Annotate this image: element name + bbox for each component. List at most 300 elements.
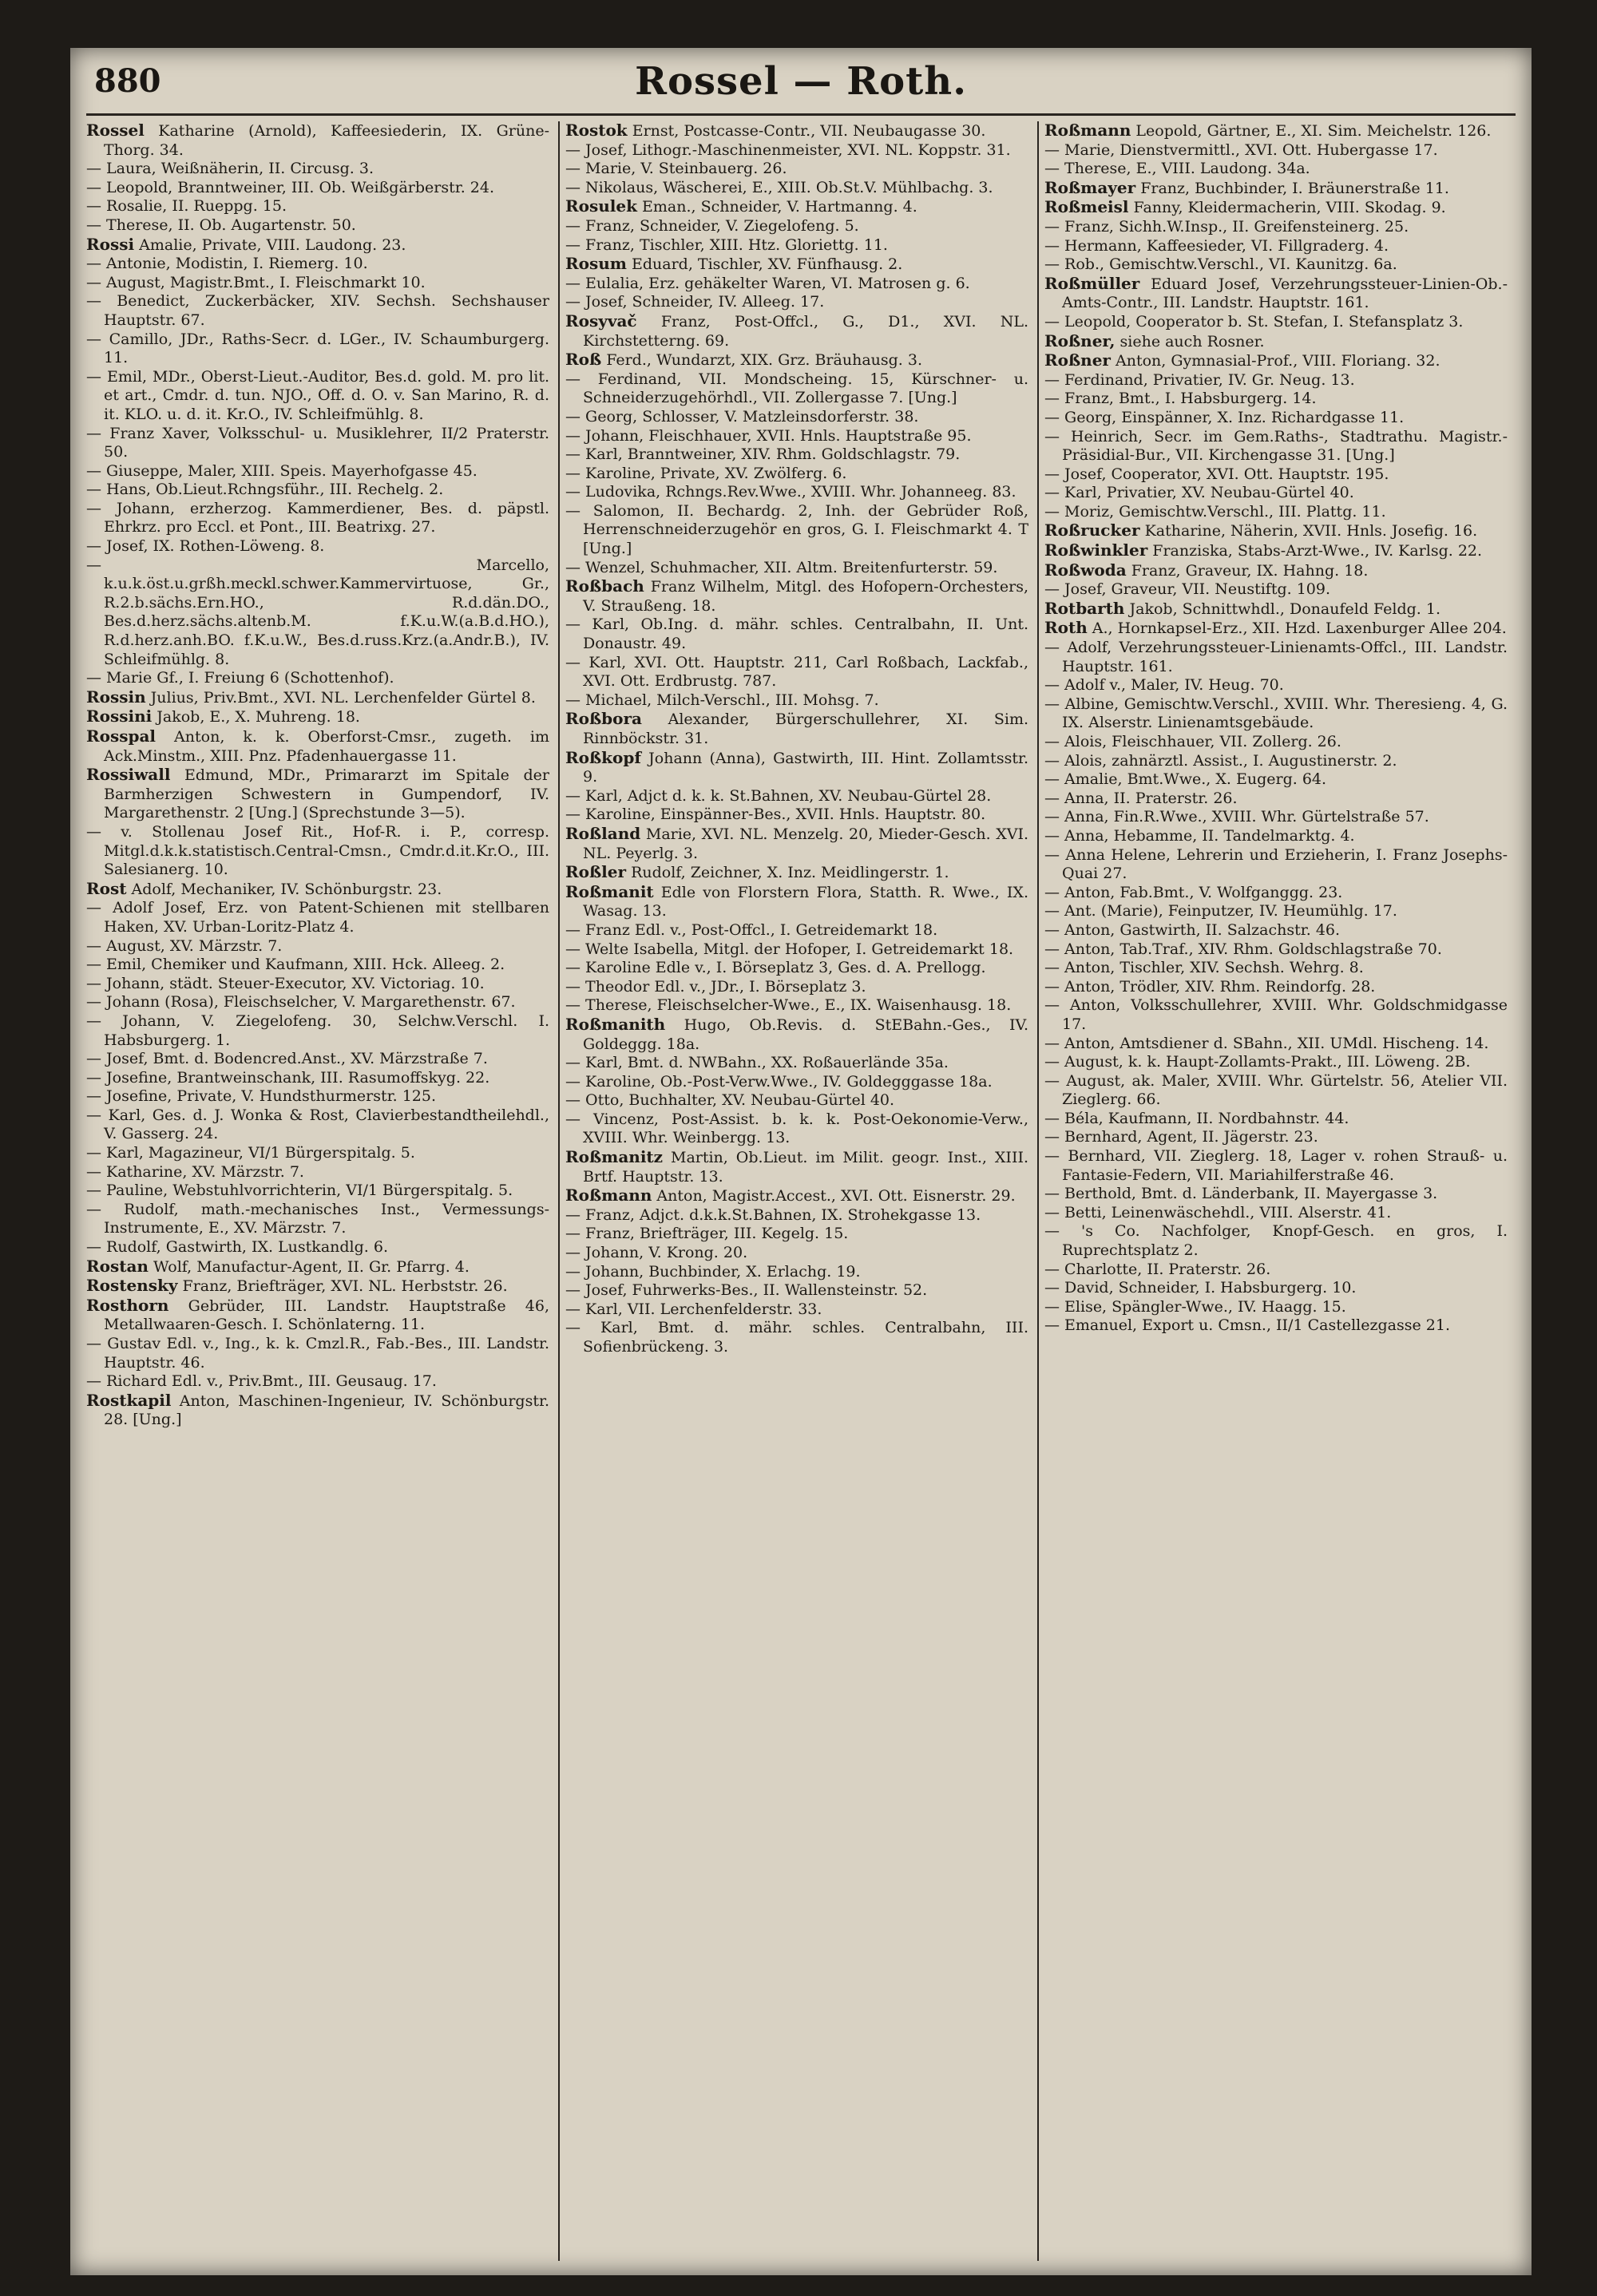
entry-surname: Roßmann: [565, 1186, 652, 1205]
directory-entry: [86, 1182, 549, 1201]
directory-entry: [86, 331, 549, 368]
directory-entry: [86, 500, 549, 537]
entry-details: — Elise, Spängler-Wwe., IV. Haagg. 15.: [1044, 1297, 1346, 1316]
directory-entry: [1044, 770, 1508, 790]
running-head: Rossel — Roth.: [635, 59, 967, 104]
directory-entry: [565, 236, 1028, 255]
directory-entry: [565, 312, 1028, 350]
entry-details: — Ferdinand, Privatier, IV. Gr. Neug. 13.: [1044, 370, 1355, 389]
entry-details: — August, k. k. Haupt-Zollamts-Prakt., III. Löweng. 2B.: [1044, 1053, 1471, 1071]
entry-details: Eman., Schneider, V. Hartmanng. 4.: [642, 198, 917, 216]
directory-entry: [565, 616, 1028, 653]
column-divider: [1037, 121, 1039, 2261]
entry-details: — Otto, Buchhalter, XV. Neubau-Gürtel 40.: [565, 1091, 895, 1110]
entry-details: — Bernhard, VII. Zieglerg. 18, Lager v. rohen Strauß- u. Fantasie-Federn, VII. Mariahilferstraße 46.: [1044, 1147, 1508, 1184]
entry-details: Katharine, Näherin, XVII. Hnls. Josefig. 16.: [1144, 522, 1478, 540]
directory-entry: [1044, 790, 1508, 809]
directory-entry: [1044, 141, 1508, 160]
entry-details: — Amalie, Bmt.Wwe., X. Eugerg. 64.: [1044, 770, 1327, 789]
entry-details: Fanny, Kleidermacherin, VIII. Skodag. 9.: [1133, 199, 1446, 217]
entry-surname: Rostan: [86, 1256, 149, 1276]
entry-details: — v. Stollenau Josef Rit., Hof-R. i. P., corresp. Mitgl.d.k.k.statistisch.Central-Cmsn., Cmdr.d.it.Kr.O., III. Salesianerg. 10.: [86, 822, 549, 879]
entry-details: — Anton, Gastwirth, II. Salzachstr. 46.: [1044, 920, 1341, 939]
entry-details: — Franz, Briefträger, III. Kegelg. 15.: [565, 1225, 849, 1243]
directory-entry: [565, 350, 1028, 370]
directory-entry: [565, 710, 1028, 748]
entry-surname: Roßbach: [565, 576, 644, 596]
entry-details: — Johann, erzherzog. Kammerdiener, Bes. d. päpstl. Ehrkrz. pro Eccl. et Pont., III. Beatrixg. 27.: [86, 499, 549, 536]
directory-entry: [565, 197, 1028, 217]
entry-surname: Rostok: [565, 121, 628, 140]
entry-details: Franz, Briefträger, XVI. NL. Herbststr. 26.: [182, 1277, 508, 1296]
directory-entry: [86, 1050, 549, 1069]
directory-entry: [1044, 752, 1508, 771]
entry-details: Franz, Post-Offcl., G., D1., XVI. NL. Kirchstetterng. 69.: [583, 312, 1028, 350]
entry-details: — Johann, V. Krong. 20.: [565, 1244, 748, 1262]
directory-entry: [565, 179, 1028, 198]
entry-details: — Johann, Buchbinder, X. Erlachg. 19.: [565, 1262, 861, 1281]
entry-details: — Berthold, Bmt. d. Länderbank, II. Mayergasse 3.: [1044, 1185, 1438, 1203]
entry-details: — Charlotte, II. Praterstr. 26.: [1044, 1260, 1271, 1278]
entry-details: — Karoline, Ob.-Post-Verw.Wwe., IV. Goldegggasse 18a.: [565, 1072, 993, 1091]
entry-surname: Rossiwall: [86, 765, 171, 785]
entry-details: — Antonie, Modistin, I. Riemerg. 10.: [86, 255, 368, 273]
directory-entry: [1044, 1035, 1508, 1054]
entry-details: Amalie, Private, VIII. Laudong. 23.: [139, 236, 406, 254]
directory-entry: [1044, 827, 1508, 846]
entry-details: — Leopold, Branntweiner, III. Ob. Weißgärberstr. 24.: [86, 178, 495, 196]
directory-entry: [1044, 1261, 1508, 1280]
directory-entry: [1044, 978, 1508, 997]
entry-details: — Therese, II. Ob. Augartenstr. 50.: [86, 216, 356, 234]
entry-details: — Gustav Edl. v., Ing., k. k. Cmzl.R., Fab.-Bes., III. Landstr. Hauptstr. 46.: [86, 1335, 549, 1372]
entry-details: — Josef, Schneider, IV. Alleeg. 17.: [565, 293, 825, 311]
directory-entry: [565, 465, 1028, 484]
directory-entry: [86, 727, 549, 766]
entry-details: Edmund, MDr., Primararzt im Spitale der Barmherzigen Schwestern in Gumpendorf, IV. Margarethenstr. 2 [Ung.] (Sprechstunde 3—5).: [104, 766, 549, 822]
entry-details: Edle von Florstern Flora, Statth. R. Wwe., IX. Wasag. 13.: [583, 883, 1028, 920]
directory-entry: [86, 669, 549, 688]
directory-entry: [1044, 600, 1508, 620]
entry-details: Marie, XVI. NL. Menzelg. 20, Mieder-Gesch. XVI. NL. Peyerlg. 3.: [583, 825, 1028, 862]
directory-entry: [565, 825, 1028, 863]
page-number: 880: [94, 62, 161, 100]
page-header: [86, 56, 1516, 112]
directory-entry: [1044, 160, 1508, 179]
directory-entry: [1044, 1298, 1508, 1317]
entry-surname: Rosulek: [565, 196, 637, 216]
directory-entry: [86, 292, 549, 330]
directory-entry: [565, 749, 1028, 787]
entry-details: — Franz, Tischler, XIII. Htz. Gloriettg. 11.: [565, 236, 888, 254]
entry-surname: Rosthorn: [86, 1295, 169, 1315]
directory-entry: [86, 899, 549, 936]
directory-entry: [1044, 695, 1508, 733]
entry-details: — Anna, Fin.R.Wwe., XVIII. Whr. Gürtelstraße 57.: [1044, 808, 1429, 826]
entry-details: — Josefine, Brantweinschank, III. Rasumoffskyg. 22.: [86, 1068, 490, 1087]
directory-entry: [565, 445, 1028, 465]
directory-entry: [86, 368, 549, 425]
directory-entry: [1044, 959, 1508, 978]
entry-details: — Emil, Chemiker und Kaufmann, XIII. Hck. Alleeg. 2.: [86, 956, 505, 974]
entry-details: — Ludovika, Rchngs.Rev.Wwe., XVIII. Whr. Johanneeg. 83.: [565, 483, 1016, 501]
entry-details: — Franz, Sichh.W.Insp., II. Greifensteinerg. 25.: [1044, 217, 1409, 236]
directory-entry: [565, 1073, 1028, 1092]
entry-details: — Alois, Fleischhauer, VII. Zollerg. 26.: [1044, 733, 1341, 750]
entry-details: — Karl, Magazineur, VI/1 Bürgerspitalg. 5.: [86, 1144, 415, 1162]
entry-surname: Roßmanit: [565, 881, 654, 901]
directory-entry: [86, 1372, 549, 1391]
entry-details: — August, XV. Märzstr. 7.: [86, 936, 283, 955]
directory-entry: [1044, 313, 1508, 332]
entry-details: — Camillo, JDr., Raths-Secr. d. LGer., IV. Schaumburgerg. 11.: [86, 330, 549, 367]
entry-surname: Rosum: [565, 254, 627, 274]
directory-entry: [86, 462, 549, 481]
directory-entry: [1044, 1072, 1508, 1110]
entry-details: — Rudolf, math.-mechanisches Inst., Vermessungs-Instrumente, E., XV. Märzstr. 7.: [86, 1200, 549, 1237]
directory-entry: [86, 1335, 549, 1372]
directory-entry: [1044, 1204, 1508, 1223]
entry-details: — Georg, Schlosser, V. Matzleinsdorferstr. 38.: [565, 407, 919, 426]
entry-details: siehe auch Rosner.: [1119, 332, 1265, 350]
entry-details: — Anna Helene, Lehrerin und Erzieherin, I. Franz Josephs-Quai 27.: [1044, 845, 1508, 883]
entry-surname: Roßbora: [565, 709, 642, 729]
directory-entry: [565, 1244, 1028, 1263]
directory-entry: [1044, 1222, 1508, 1260]
directory-entry: [86, 1106, 549, 1144]
header-rule: [86, 113, 1516, 116]
directory-entry: [1044, 1185, 1508, 1204]
entry-details: Adolf, Mechaniker, IV. Schönburgstr. 23.: [131, 880, 442, 898]
entry-details: — 's Co. Nachfolger, Knopf-Gesch. en gros, I. Ruprechtsplatz 2.: [1044, 1222, 1508, 1260]
entry-details: — Josef, Graveur, VII. Neustiftg. 109.: [1044, 580, 1330, 599]
entry-details: — Johann, städt. Steuer-Executor, XV. Victoriag. 10.: [86, 974, 485, 992]
directory-entry: [565, 1263, 1028, 1282]
entry-details: — Marcello, k.u.k.öst.u.grßh.meckl.schwer.Kammervirtuose, Gr., R.2.b.sächs.Ern.HO., R.d.dän.DO., Bes.d.herz.sächs.altenb.M. f.K.u.W.(a.B.d.HO.), R.d.herz.anh.BO. f.K.u.W., Bes.d.russ.Krz.(a.Andr.B.), IV. Schleifmühlg. 8.: [86, 556, 549, 668]
entry-details: — Johann, Fleischhauer, XVII. Hnls. Hauptstraße 95.: [565, 426, 972, 445]
directory-columns: [86, 121, 1516, 2261]
entry-details: — Adolf v., Maler, IV. Heug. 70.: [1044, 676, 1284, 695]
entry-details: Ferd., Wundarzt, XIX. Grz. Bräuhausg. 3.: [606, 351, 923, 370]
directory-entry: [1044, 198, 1508, 218]
entry-details: Leopold, Gärtner, E., XI. Sim. Meichelstr. 126.: [1135, 122, 1492, 140]
directory-entry: [565, 996, 1028, 1015]
entry-details: — Heinrich, Secr. im Gem.Raths-, Stadtrathu. Magistr.-Präsidial-Bur., VII. Kirchengasse 31. [Ung.]: [1044, 427, 1508, 465]
directory-entry: [1044, 1053, 1508, 1072]
entry-details: — Karl, Adjct d. k. k. St.Bahnen, XV. Neubau-Gürtel 28.: [565, 786, 992, 805]
entry-details: — Franz, Bmt., I. Habsburgerg. 14.: [1044, 390, 1317, 408]
entry-details: — Karl, XVI. Ott. Hauptstr. 211, Carl Roßbach, Lackfab., XVI. Ott. Erdbrustg. 787.: [565, 653, 1028, 691]
directory-entry: [86, 1087, 549, 1106]
directory-entry: [86, 1257, 549, 1277]
entry-surname: Roßwinkler: [1044, 540, 1148, 560]
entry-surname: Roth: [1044, 618, 1088, 638]
entry-details: — Josef, Lithogr.-Maschinenmeister, XVI. NL. Koppstr. 31.: [565, 141, 1011, 159]
directory-entry: [565, 370, 1028, 408]
entry-details: A., Hornkapsel-Erz., XII. Hzd. Laxenburger Allee 204.: [1092, 620, 1507, 638]
entry-details: — Anton, Amtsdiener d. SBahn., XII. UMdl. Hischeng. 14.: [1044, 1034, 1489, 1052]
directory-entry: [565, 160, 1028, 179]
entry-details: Gebrüder, III. Landstr. Hauptstraße 46, Metallwaaren-Gesch. I. Schönlaterng. 11.: [104, 1296, 549, 1334]
entry-details: — Karl, VII. Lerchenfelderstr. 33.: [565, 1300, 822, 1318]
entry-details: Franz, Buchbinder, I. Bräunerstraße 11.: [1140, 179, 1449, 197]
directory-entry: [1044, 121, 1508, 141]
entry-details: — Emanuel, Export u. Cmsn., II/1 Castellezgasse 21.: [1044, 1316, 1450, 1335]
entry-details: — Karl, Bmt. d. mähr. schles. Centralbahn, III. Sofienbrückeng. 3.: [565, 1319, 1028, 1356]
entry-details: — Karl, Ob.Ing. d. mähr. schles. Centralbahn, II. Unt. Donaustr. 49.: [565, 616, 1028, 653]
directory-entry: [86, 975, 549, 994]
entry-surname: Roßner,: [1044, 331, 1116, 350]
directory-entry: [565, 577, 1028, 616]
entry-details: — Josef, Bmt. d. Bodencred.Anst., XV. Märzstraße 7.: [86, 1050, 488, 1068]
entry-details: Anton, Magistr.Accest., XVI. Ott. Eisnerstr. 29.: [656, 1187, 1016, 1205]
entry-details: — August, ak. Maler, XVIII. Whr. Gürtelstr. 56, Atelier VII. Zieglerg. 66.: [1044, 1071, 1508, 1109]
entry-details: — Anton, Fab.Bmt., V. Wolfganggg. 23.: [1044, 883, 1343, 901]
entry-surname: Roßmanitz: [565, 1147, 664, 1167]
directory-entry: [565, 293, 1028, 312]
directory-entry: [1044, 940, 1508, 960]
entry-details: — Rudolf, Gastwirth, IX. Lustkandlg. 6.: [86, 1238, 388, 1257]
entry-details: Alexander, Bürgerschullehrer, XI. Sim. Rinnböckstr. 31.: [583, 711, 1028, 747]
entry-surname: Roßkopf: [565, 747, 641, 767]
directory-entry: [565, 1319, 1028, 1356]
entry-surname: Roßmeisl: [1044, 197, 1129, 217]
entry-details: — Marie, Dienstvermittl., XVI. Ott. Hubergasse 17.: [1044, 141, 1438, 159]
directory-entry: [86, 197, 549, 216]
entry-details: — Karl, Ges. d. J. Wonka & Rost, Clavierbestandtheilehdl., V. Gasserg. 24.: [86, 1106, 549, 1143]
entry-details: — Georg, Einspänner, X. Inz. Richardgasse 11.: [1044, 408, 1405, 426]
directory-entry: [86, 255, 549, 274]
entry-details: — Franz Edl. v., Post-Offcl., I. Getreidemarkt 18.: [565, 920, 938, 939]
directory-entry: [565, 1015, 1028, 1054]
entry-details: — Vincenz, Post-Assist. b. k. k. Post-Oekonomie-Verw., XVIII. Whr. Weinbergg. 13.: [565, 1110, 1028, 1147]
entry-details: — David, Schneider, I. Habsburgerg. 10.: [1044, 1279, 1357, 1297]
entry-surname: Rotbarth: [1044, 598, 1125, 618]
directory-entry: [565, 217, 1028, 236]
directory-entry: [565, 1148, 1028, 1186]
entry-details: — Anton, Tischler, XIV. Sechsh. Wehrg. 8.: [1044, 959, 1364, 977]
directory-entry: [86, 937, 549, 956]
directory-entry: [86, 537, 549, 556]
entry-details: — Welte Isabella, Mitgl. der Hofoper, I. Getreidemarkt 18.: [565, 940, 1014, 958]
entry-details: — Rob., Gemischtw.Verschl., VI. Kaunitzg. 6a.: [1044, 255, 1397, 274]
entry-details: Johann (Anna), Gastwirth, III. Hint. Zollamtsstr. 9.: [583, 749, 1028, 786]
entry-details: — Karoline, Einspänner-Bes., XVII. Hnls. Hauptstr. 80.: [565, 806, 986, 824]
entry-details: — Rosalie, II. Rueppg. 15.: [86, 197, 287, 216]
entry-details: — Salomon, II. Bechardg. 2, Inh. der Gebrüder Roß, Herrenschneiderzugehör en gros, G. I. Fleischmarkt 4. T [Ung.]: [565, 501, 1028, 558]
directory-entry: [1044, 521, 1508, 541]
entry-details: — Josefine, Private, V. Hundsthurmerstr. 125.: [86, 1087, 437, 1106]
directory-entry: [1044, 580, 1508, 600]
directory-entry: [86, 1391, 549, 1430]
directory-entry: [86, 707, 549, 727]
entry-surname: Rossini: [86, 707, 153, 726]
directory-entry: [565, 255, 1028, 275]
entry-details: — Eulalia, Erz. gehäkelter Waren, VI. Matrosen g. 6.: [565, 274, 970, 292]
entry-details: — Anton, Trödler, XIV. Rhm. Reindorfg. 28.: [1044, 977, 1376, 996]
entry-details: — Karoline, Private, XV. Zwölferg. 6.: [565, 464, 847, 482]
directory-entry: [1044, 465, 1508, 485]
directory-entry: [565, 863, 1028, 883]
directory-entry: [1044, 1147, 1508, 1185]
entry-details: — Adolf, Verzehrungssteuer-Linienamts-Offcl., III. Landstr. Hauptstr. 161.: [1044, 639, 1508, 675]
column-2: [565, 121, 1028, 2261]
entry-details: — Leopold, Cooperator b. St. Stefan, I. Stefansplatz 3.: [1044, 312, 1464, 331]
directory-entry: [565, 1186, 1028, 1206]
directory-entry: [1044, 275, 1508, 313]
entry-details: — Béla, Kaufmann, II. Nordbahnstr. 44.: [1044, 1109, 1349, 1127]
entry-details: — Anton, Volksschullehrer, XVIII. Whr. Goldschmidgasse 17.: [1044, 996, 1508, 1033]
directory-entry: [565, 654, 1028, 691]
entry-details: — Anna, II. Praterstr. 26.: [1044, 789, 1238, 807]
entry-details: — Nikolaus, Wäscherei, E., XIII. Ob.St.V. Mühlbachg. 3.: [565, 178, 993, 196]
entry-surname: Roßner: [1044, 350, 1111, 370]
entry-details: Jakob, E., X. Muhreng. 18.: [157, 708, 360, 726]
entry-details: — Therese, E., VIII. Laudong. 34a.: [1044, 160, 1310, 178]
directory-entry: [1044, 179, 1508, 199]
directory-entry: [1044, 921, 1508, 940]
directory-entry: [565, 959, 1028, 978]
directory-entry: [86, 160, 549, 179]
entry-details: Rudolf, Zeichner, X. Inz. Meidlingerstr. 1.: [631, 864, 949, 882]
entry-details: — August, Magistr.Bmt., I. Fleischmarkt 10.: [86, 273, 426, 291]
directory-entry: [1044, 808, 1508, 827]
entry-details: — Moriz, Gemischtw.Verschl., III. Plattg. 11.: [1044, 502, 1386, 521]
entry-details: Katharine (Arnold), Kaffeesiederin, IX. Grüne-Thorg. 34.: [104, 122, 549, 159]
entry-details: — Marie, V. Steinbauerg. 26.: [565, 160, 787, 178]
directory-entry: [86, 1201, 549, 1238]
entry-details: Ernst, Postcasse-Contr., VII. Neubaugasse 30.: [632, 122, 986, 140]
entry-surname: Roßland: [565, 823, 641, 843]
entry-surname: Roßwoda: [1044, 560, 1127, 580]
directory-entry: [565, 1206, 1028, 1225]
entry-surname: Rosspal: [86, 726, 157, 746]
directory-entry: [565, 1110, 1028, 1148]
directory-entry: [565, 883, 1028, 921]
directory-entry: [565, 806, 1028, 825]
directory-entry: [565, 121, 1028, 141]
directory-entry: [565, 940, 1028, 960]
entry-details: — Adolf Josef, Erz. von Patent-Schienen mit stellbaren Haken, XV. Urban-Loritz-Platz 4.: [86, 899, 549, 936]
directory-entry: [1044, 237, 1508, 256]
entry-details: — Josef, IX. Rothen-Löweng. 8.: [86, 537, 325, 556]
directory-entry: [1044, 676, 1508, 695]
directory-entry: [86, 1069, 549, 1088]
directory-entry: [1044, 428, 1508, 465]
entry-details: — Franz Xaver, Volksschul- u. Musiklehrer, II/2 Praterstr. 50.: [86, 424, 549, 461]
entry-surname: Rosyvač: [565, 311, 637, 331]
directory-page: [70, 48, 1532, 2275]
directory-entry: [1044, 619, 1508, 639]
entry-surname: Roßmüller: [1044, 273, 1140, 293]
directory-entry: [1044, 1279, 1508, 1298]
directory-entry: [565, 483, 1028, 502]
directory-entry: [565, 787, 1028, 806]
entry-details: — Bernhard, Agent, II. Jägerstr. 23.: [1044, 1128, 1318, 1146]
directory-entry: [565, 1091, 1028, 1110]
entry-surname: Rostensky: [86, 1276, 178, 1296]
directory-entry: [565, 408, 1028, 427]
entry-details: — Richard Edl. v., Priv.Bmt., III. Geusaug. 17.: [86, 1372, 437, 1391]
directory-entry: [565, 275, 1028, 294]
directory-entry: [86, 1238, 549, 1257]
entry-surname: Rossin: [86, 687, 146, 707]
entry-details: — Karoline Edle v., I. Börseplatz 3, Ges. d. A. Prellogg.: [565, 959, 986, 977]
entry-details: Eduard Josef, Verzehrungssteuer-Linien-Ob.-Amts-Contr., III. Landstr. Hauptstr. 161.: [1062, 275, 1508, 312]
entry-details: — Michael, Milch-Verschl., III. Mohsg. 7.: [565, 691, 879, 709]
directory-entry: [86, 1296, 549, 1335]
entry-surname: Roßmayer: [1044, 177, 1136, 197]
directory-entry: [86, 274, 549, 293]
directory-entry: [1044, 639, 1508, 676]
column-3: [1044, 121, 1508, 2261]
directory-entry: [86, 179, 549, 198]
entry-details: Wolf, Manufactur-Agent, II. Gr. Pfarrg. 4.: [153, 1257, 470, 1276]
entry-details: — Johann (Rosa), Fleischselcher, V. Margarethenstr. 67.: [86, 993, 516, 1011]
directory-entry: [1044, 561, 1508, 581]
entry-details: Jakob, Schnittwhdl., Donaufeld Feldg. 1.: [1129, 600, 1441, 618]
entry-details: — Marie Gf., I. Freiung 6 (Schottenhof).: [86, 669, 394, 687]
directory-entry: [86, 766, 549, 823]
entry-details: — Anna, Hebamme, II. Tandelmarktg. 4.: [1044, 826, 1355, 845]
directory-entry: [86, 823, 549, 880]
entry-details: — Franz, Adjct. d.k.k.St.Bahnen, IX. Strohekgasse 13.: [565, 1205, 981, 1224]
entry-details: — Karl, Privatier, XV. Neubau-Gürtel 40.: [1044, 484, 1354, 502]
directory-entry: [1044, 846, 1508, 884]
directory-entry: [1044, 255, 1508, 275]
entry-details: — Hermann, Kaffeesieder, VI. Fillgraderg. 4.: [1044, 236, 1389, 255]
directory-entry: [565, 559, 1028, 578]
entry-details: — Johann, V. Ziegelofeng. 30, Selchw.Verschl. I. Habsburgerg. 1.: [86, 1011, 549, 1049]
directory-entry: [86, 1012, 549, 1050]
entry-surname: Rossi: [86, 234, 135, 254]
entry-surname: Roßler: [565, 862, 627, 882]
directory-entry: [86, 236, 549, 255]
entry-surname: Roßmanith: [565, 1014, 666, 1034]
entry-details: — Alois, zahnärztl. Assist., I. Augustinerstr. 2.: [1044, 751, 1397, 770]
directory-entry: [1044, 332, 1508, 352]
entry-surname: Roßmann: [1044, 121, 1131, 140]
entry-details: Martin, Ob.Lieut. im Milit. geogr. Inst., XIII. Brtf. Hauptstr. 13.: [583, 1149, 1028, 1186]
directory-entry: [565, 978, 1028, 997]
directory-entry: [1044, 1110, 1508, 1129]
entry-details: — Ant. (Marie), Feinputzer, IV. Heumühlg. 17.: [1044, 902, 1397, 920]
directory-entry: [1044, 351, 1508, 371]
directory-entry: [565, 1281, 1028, 1300]
entry-details: — Giuseppe, Maler, XIII. Speis. Mayerhofgasse 45.: [86, 461, 478, 480]
directory-entry: [86, 481, 549, 500]
directory-entry: [565, 921, 1028, 940]
entry-details: — Theodor Edl. v., JDr., I. Börseplatz 3.: [565, 977, 866, 996]
entry-details: — Katharine, XV. Märzstr. 7.: [86, 1162, 304, 1181]
directory-entry: [565, 1225, 1028, 1244]
entry-details: — Karl, Branntweiner, XIV. Rhm. Goldschlagstr. 79.: [565, 445, 961, 464]
directory-entry: [86, 880, 549, 900]
entry-details: — Laura, Weißnäherin, II. Circusg. 3.: [86, 160, 374, 178]
entry-details: — Anton, Tab.Traf., XIV. Rhm. Goldschlagstraße 70.: [1044, 940, 1442, 958]
directory-entry: [86, 1277, 549, 1296]
entry-details: Franziska, Stabs-Arzt-Wwe., IV. Karlsg. 22.: [1152, 542, 1483, 560]
directory-entry: [1044, 1316, 1508, 1336]
directory-entry: [1044, 996, 1508, 1034]
entry-details: — Therese, Fleischselcher-Wwe., E., IX. Waisenhausg. 18.: [565, 996, 1012, 1015]
directory-entry: [86, 993, 549, 1012]
entry-details: — Betti, Leinenwäschehdl., VIII. Alserstr. 41.: [1044, 1203, 1392, 1221]
directory-entry: [86, 121, 549, 160]
entry-details: Franz Wilhelm, Mitgl. des Hofopern-Orchesters, V. Straußeng. 18.: [583, 578, 1028, 615]
entry-surname: Roß: [565, 350, 602, 370]
directory-entry: [1044, 409, 1508, 428]
